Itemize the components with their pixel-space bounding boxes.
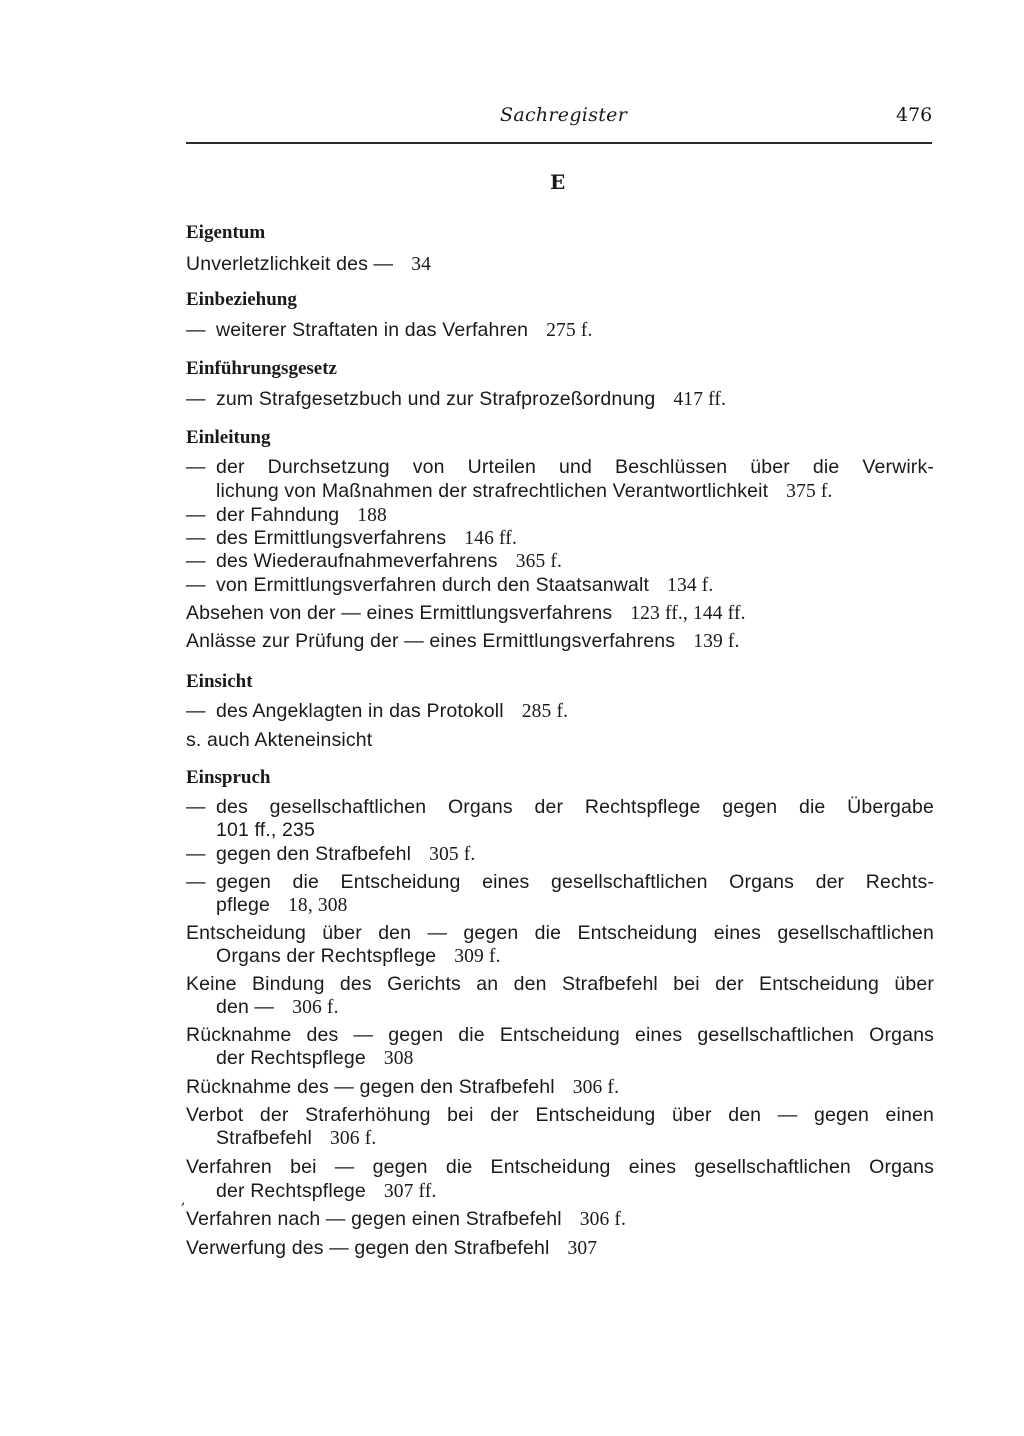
running-title: Sachregister (500, 104, 628, 126)
dash-mark: — (186, 700, 206, 722)
page-ref: 18, 308 (288, 895, 348, 916)
page-ref: 306 f. (579, 1209, 627, 1230)
page-ref: 365 f. (515, 551, 563, 572)
page-ref: 188 (357, 505, 387, 526)
dash-mark: — (186, 319, 206, 341)
dash-mark: — (186, 504, 206, 526)
index-line (186, 796, 934, 819)
line-text: des Angeklagten in das Protokoll (216, 700, 504, 722)
page-ref: 146 ff. (464, 528, 517, 549)
index-line (186, 574, 714, 597)
line-text: der Durchsetzung von Urteilen und Beschlüssen über die Verwirk- (216, 456, 934, 478)
line-text: pflege (216, 894, 271, 916)
index-line (186, 843, 476, 866)
line-text: Rücknahme des — gegen den Strafbefehl (186, 1076, 555, 1098)
page-ref: 375 f. (786, 481, 833, 502)
line-text: von Ermittlungsverfahren durch den Staatsanwalt (216, 574, 650, 596)
index-line (216, 945, 501, 968)
index-line (186, 602, 746, 625)
dash-mark: — (186, 574, 206, 596)
line-text: Verfahren bei — gegen die Entscheidung eines gesellschaftlichen Organs (186, 1156, 934, 1178)
line-text: des gesellschaftlichen Organs der Rechtspflege gegen die Übergabe (216, 796, 934, 818)
dash-mark: — (186, 796, 206, 818)
page-ref: 306 f. (572, 1077, 620, 1098)
line-text: 101 ff., 235 (216, 819, 316, 841)
index-line (186, 871, 934, 894)
index-line (186, 319, 593, 342)
line-text: gegen den Strafbefehl (216, 843, 412, 865)
line-text: Unverletzlichkeit des — (186, 253, 394, 275)
page-ref: 307 ff. (383, 1181, 437, 1202)
entry-heading-eigentum: Eigentum (186, 222, 266, 243)
entry-heading-einbeziehung: Einbeziehung (186, 289, 297, 310)
line-text: Verbot der Straferhöhung bei der Entscheidung über den — gegen einen (186, 1104, 934, 1126)
dash-mark: — (186, 456, 206, 478)
line-text: Absehen von der — eines Ermittlungsverfahrens (186, 602, 613, 624)
line-text: Keine Bindung des Gerichts an den Strafbefehl bei der Entscheidung über (186, 973, 934, 995)
index-line (186, 922, 934, 945)
dash-mark: — (186, 388, 206, 410)
entry-heading-einsicht: Einsicht (186, 671, 253, 692)
index-line (216, 1127, 376, 1150)
stray-print-mark: , (181, 1192, 186, 1208)
index-line (186, 1076, 619, 1099)
page-ref: 417 ff. (673, 389, 727, 410)
page-ref: 309 f. (454, 946, 501, 967)
index-line (186, 700, 569, 723)
line-text: der Rechtspflege (216, 1047, 366, 1069)
index-line (186, 456, 934, 479)
line-text: Anlässe zur Prüfung der — eines Ermittlungsverfahrens (186, 630, 676, 652)
line-text: weiterer Straftaten in das Verfahren (216, 319, 529, 341)
line-text: der Rechtspflege (216, 1180, 366, 1202)
line-text: Rücknahme des — gegen die Entscheidung eines gesellschaftlichen Organs (186, 1024, 934, 1046)
index-line (216, 1180, 437, 1203)
page-ref: 123 ff., 144 ff. (630, 603, 746, 624)
page-ref: 305 f. (429, 844, 476, 865)
page-ref: 307 (567, 1238, 598, 1259)
page-ref: 139 f. (693, 631, 740, 652)
page-ref: 134 f. (667, 575, 714, 596)
line-text: des Ermittlungsverfahrens (216, 527, 447, 549)
index-line (186, 253, 431, 276)
dash-mark: — (186, 550, 206, 572)
line-text: zum Strafgesetzbuch und zur Strafprozeßordnung (216, 388, 656, 410)
index-line (186, 550, 563, 573)
page-ref: 306 f. (292, 997, 339, 1018)
index-line (186, 504, 387, 527)
line-text: Entscheidung über den — gegen die Entscheidung eines gesellschaftlichen (186, 922, 934, 944)
index-line (186, 388, 727, 411)
index-line (216, 819, 315, 842)
index-line (186, 973, 934, 996)
line-text: Verwerfung des — gegen den Strafbefehl (186, 1237, 550, 1259)
line-text: den — (216, 996, 275, 1018)
index-line (186, 1237, 597, 1260)
dash-mark: — (186, 871, 206, 893)
section-letter: E (550, 170, 566, 194)
dash-mark: — (186, 527, 206, 549)
entry-heading-einspruch: Einspruch (186, 767, 271, 788)
line-text: s. auch Akteneinsicht (186, 729, 373, 751)
index-line (186, 1104, 934, 1127)
page-ref: 285 f. (521, 701, 569, 722)
page-ref: 34 (411, 254, 432, 275)
line-text: der Fahndung (216, 504, 340, 526)
line-text: des Wiederaufnahmeverfahrens (216, 550, 498, 572)
index-line (216, 894, 348, 917)
index-line (186, 527, 517, 550)
index-line (186, 630, 740, 653)
index-line (186, 729, 372, 752)
line-text: Verfahren nach — gegen einen Strafbefehl (186, 1208, 562, 1230)
index-line (216, 480, 833, 503)
line-text: Strafbefehl (216, 1127, 312, 1149)
header-rule (186, 142, 932, 144)
page-ref: 306 f. (329, 1128, 377, 1149)
index-line (186, 1208, 626, 1231)
page-ref: 308 (383, 1048, 414, 1069)
index-line (186, 1024, 934, 1047)
index-line (216, 996, 339, 1019)
entry-heading-einfuehrungsgesetz: Einführungsgesetz (186, 358, 337, 379)
index-line (186, 1156, 934, 1179)
page-ref: 275 f. (546, 320, 593, 341)
entry-heading-einleitung: Einleitung (186, 427, 271, 448)
dash-mark: — (186, 843, 206, 865)
line-text: Organs der Rechtspflege (216, 945, 437, 967)
line-text: lichung von Maßnahmen der strafrechtlichen Verantwortlichkeit (216, 480, 769, 502)
index-line (216, 1047, 414, 1070)
line-text: gegen die Entscheidung eines gesellschaftlichen Organs der Rechts- (216, 871, 934, 893)
page-number: 476 (896, 104, 933, 126)
